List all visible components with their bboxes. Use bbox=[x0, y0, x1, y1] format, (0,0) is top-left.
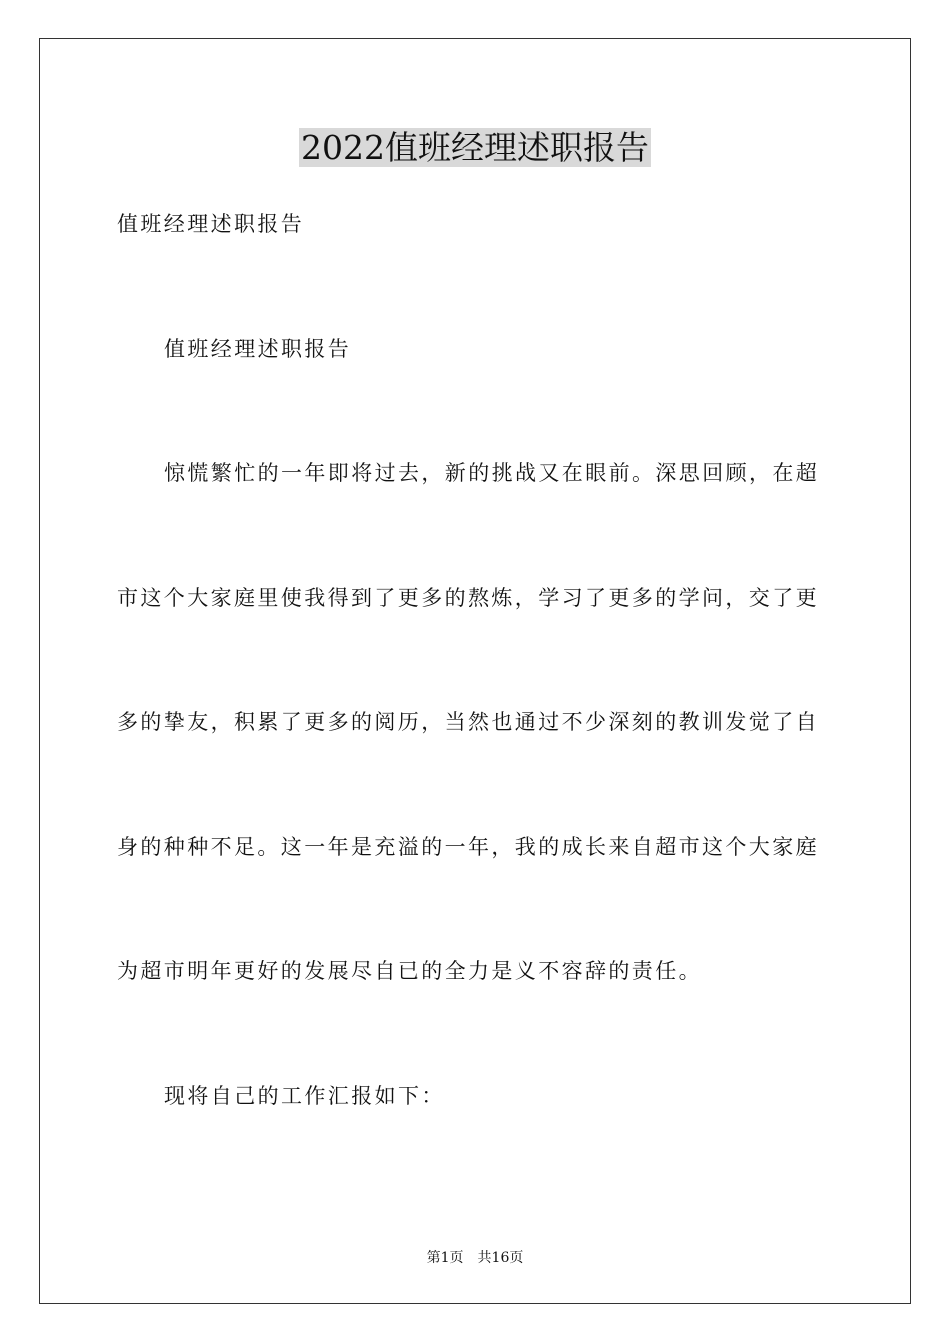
subtitle-line: 值班经理述职报告 bbox=[117, 212, 305, 236]
document-title-text: 2022值班经理述职报告 bbox=[301, 128, 649, 167]
paragraph-2: 现将自己的工作汇报如下： bbox=[164, 1084, 445, 1108]
paragraph-1-line-2: 市这个大家庭里使我得到了更多的熬炼，学习了更多的学问，交了更 bbox=[117, 586, 819, 610]
indented-heading: 值班经理述职报告 bbox=[164, 337, 352, 361]
paragraph-1-line-5: 为超市明年更好的发展尽自已的全力是义不容辞的责任。 bbox=[117, 959, 702, 983]
document-title bbox=[0, 126, 950, 170]
paragraph-1-line-1: 惊慌繁忙的一年即将过去，新的挑战又在眼前。深思回顾，在超 bbox=[164, 461, 820, 485]
paragraph-1-line-4: 身的种种不足。这一年是充溢的一年，我的成长来自超市这个大家庭 bbox=[117, 835, 819, 859]
page-footer: 第1页 共16页 bbox=[426, 1250, 524, 1266]
paragraph-1-line-3: 多的挚友，积累了更多的阅历，当然也通过不少深刻的教训发觉了自 bbox=[117, 710, 819, 734]
